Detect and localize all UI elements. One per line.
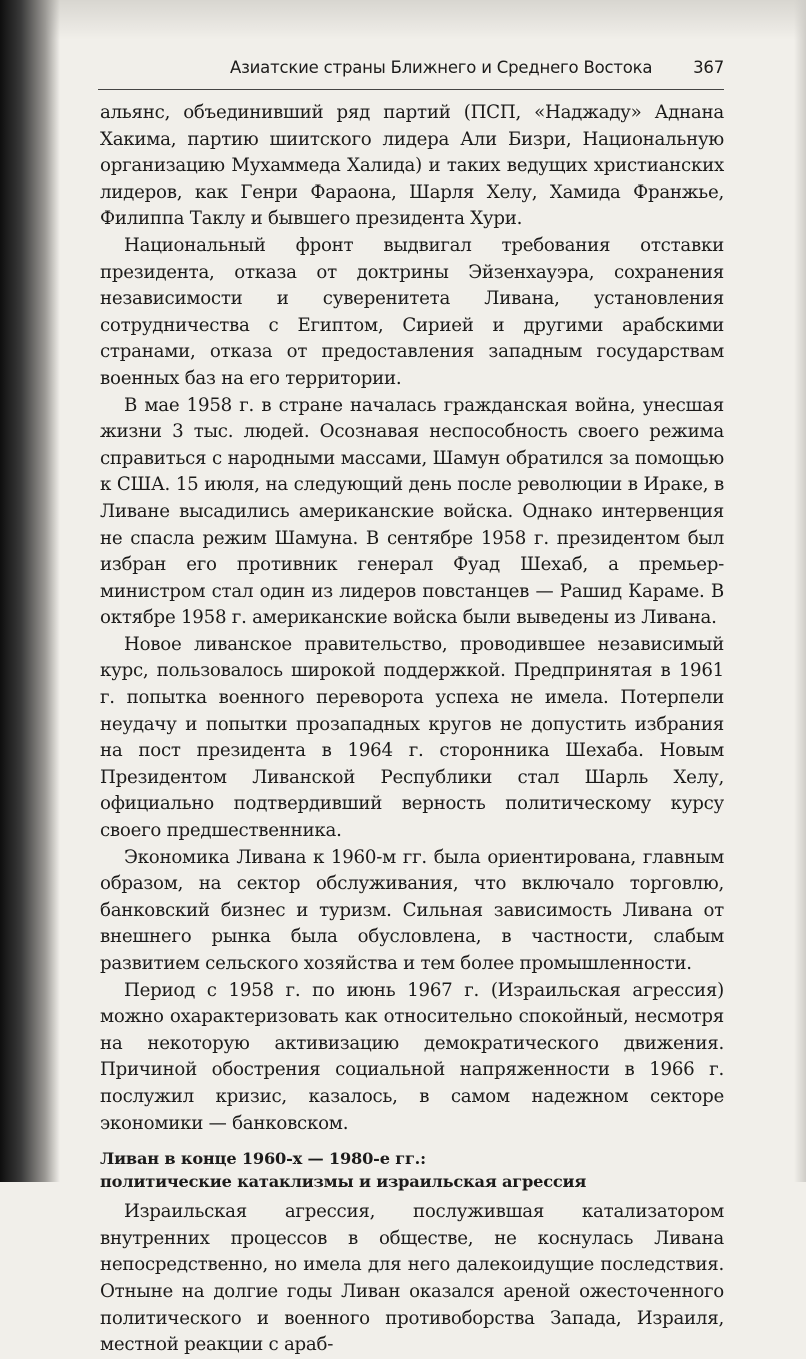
paragraph-1: альянс, объединивший ряд партий (ПСП, «Наджаду» Аднана Хакима, партию шиитского лидера Али Бизри, Национальную организацию Мухаммеда Халида) и таких ведущих христианских лидеров, как Генри Фараона, Шарля Хелу, Хамида Франжье, Филиппа Таклу и бывшего президента Хури. [100,102,724,230]
section-heading-line-1: Ливан в конце 1960-х — 1980-е гг.: [100,1149,426,1169]
page-number: 367 [693,58,724,77]
paragraph-5: Экономика Ливана к 1960-м гг. была ориентирована, главным образом, на сектор обслуживания, что включало торговлю, банковский бизнес и туризм. Сильная зависимость Ливана от внешнего рынка была обусловлена, в частности, слабым развитием сельского хозяйства и тем более промышленности. [100,846,724,974]
paragraph-7: Израильская агрессия, послужившая катализатором внутренних процессов в обществе, не коснулась Ливана непосредственно, но имела для него далекоидущие последствия. Отныне на долгие годы Ливан оказался ареной ожесточенного политического и военного противоборства Запада, Израиля, местной реакции с араб- [100,1201,724,1356]
header-rule [98,89,724,90]
section-heading-line-2: политические катаклизмы и израильская агрессия [100,1172,587,1192]
page-top-shadow [0,0,806,40]
paragraph-4: Новое ливанское правительство, проводившее независимый курс, пользовалось широкой поддержкой. Предпринятая в 1961 г. попытка военного переворота успеха не имела. Потерпели неудачу и попытки прозападных кругов не допустить избрания на пост президента в 1964 г. сторонника Шехаба. Новым Президентом Ливанской Республики стал Шарль Хелу, официально подтвердивший верность политическому курсу своего предшественника. [100,633,724,842]
running-header-title: Азиатские страны Ближнего и Среднего Востока [230,58,653,77]
book-gutter-shadow [0,0,60,1182]
page-right-edge [794,0,806,1182]
section-heading [100,1147,724,1193]
paragraph-3: В мае 1958 г. в стране началась гражданская война, унесшая жизни 3 тыс. людей. Осознавая неспособность своего режима справиться с народными массами, Шамун обратился за помощью к США. 15 июля, на следующий день после революции в Ираке, в Ливане высадились американские войска. Однако интервенция не спасла режим Шамуна. В сентябре 1958 г. президентом был избран его противник генерал Фуад Шехаб, а премьер-министром стал один из лидеров повстанцев — Рашид Караме. В октябре 1958 г. американские войска были выведены из Ливана. [100,394,724,629]
page-body [100,100,724,1359]
running-header [230,58,724,77]
paragraph-6: Период с 1958 г. по июнь 1967 г. (Израильская агрессия) можно охарактеризовать как относительно спокойный, несмотря на некоторую активизацию демократического движения. Причиной обострения социальной напряженности в 1966 г. послужил кризис, казалось, в самом надежном секторе экономики — банковском. [100,979,724,1134]
paragraph-2: Национальный фронт выдвигал требования отставки президента, отказа от доктрины Эйзенхауэра, сохранения независимости и суверенитета Ливана, установления сотрудничества с Египтом, Сирией и другими арабскими странами, отказа от предоставления западным государствам военных баз на его территории. [100,234,724,389]
